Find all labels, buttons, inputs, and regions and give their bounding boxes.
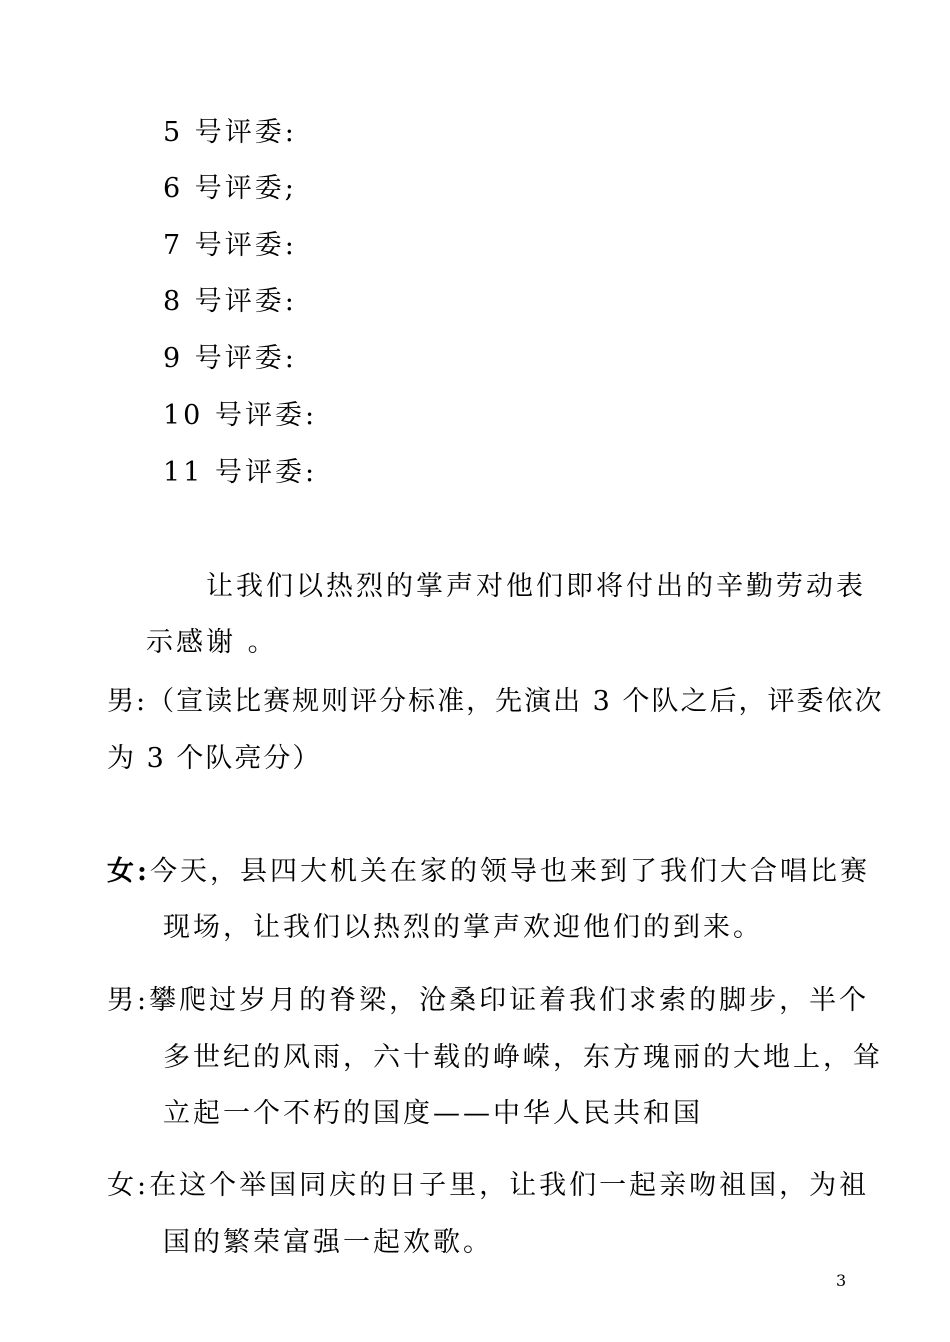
judge-6-line: 6 号评委; [163, 173, 297, 204]
judge-10-line: 10 号评委: [163, 400, 318, 431]
judge-5-line: 5 号评委: [163, 117, 297, 148]
thanks-line-2: 示感谢 。 [146, 627, 278, 658]
dialogue-text: 攀爬过岁月的脊梁，沧桑印证着我们求索的脚步，半个 [149, 985, 870, 1016]
judge-8-line: 8 号评委: [163, 286, 297, 317]
dialogue-2-line-2: 多世纪的风雨，六十载的峥嵘，东方瑰丽的大地上，耸 [163, 1042, 883, 1073]
judge-9-line: 9 号评委: [163, 343, 297, 374]
speaker-female: 女: [107, 856, 150, 887]
rules-line-2: 为 3 个队亮分） [107, 743, 322, 774]
thanks-line-1: 让我们以热烈的掌声对他们即将付出的辛勤劳动表 [206, 571, 866, 602]
speaker-male: 男: [107, 985, 150, 1016]
dialogue-3-line-2: 国的繁荣富强一起欢歌。 [163, 1227, 493, 1258]
speaker-female: 女: [107, 1170, 150, 1201]
dialogue-1-line-1 [107, 855, 870, 889]
dialogue-3-line-1 [107, 1169, 869, 1203]
judge-7-line: 7 号评委: [163, 230, 297, 261]
dialogue-1-line-2: 现场，让我们以热烈的掌声欢迎他们的到来。 [163, 912, 763, 943]
dialogue-text: 今天，县四大机关在家的领导也来到了我们大合唱比赛 [149, 856, 870, 887]
judge-11-line: 11 号评委: [163, 457, 318, 488]
dialogue-2-line-3: 立起一个不朽的国度——中华人民共和国 [163, 1098, 703, 1129]
page-number: 3 [836, 1271, 847, 1290]
rules-line-1: 男:（宣读比赛规则评分标准，先演出 3 个队之后，评委依次 [107, 686, 884, 717]
dialogue-text: 在这个举国同庆的日子里，让我们一起亲吻祖国，为祖 [149, 1170, 870, 1201]
dialogue-2-line-1 [107, 984, 869, 1018]
